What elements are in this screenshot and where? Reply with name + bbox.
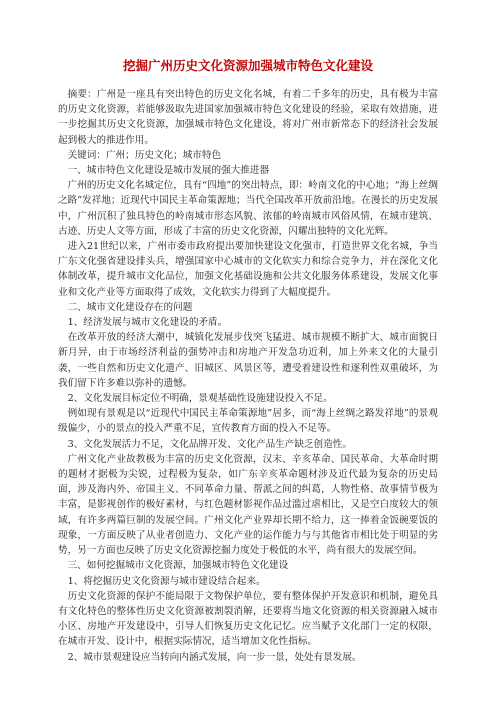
paragraph-1: 广州的历史文化名城定位，具有“四地”的突出特点，即：岭南文化的中心地；“海上丝绸之路”发祥地；近现代中国民主革命策源地；当代全国改革开放前沿地。在漫长的历史发展中，广州沉积了独具特色的岭南城市形态风貌、浓郁的岭南城市风俗风情，在城市建筑、古迹、历史人文等方面，形成了丰富的历史文化资源，闪耀出独特的文化光辉。 [58, 180, 438, 237]
subheading-3-2: 2、城市景观建设应当转向内涵式发展，向一步一景，处处有景发展。 [67, 651, 362, 663]
subheading-2-2: 2、文化发展目标定位不明确，景观基础性设施建设投入不足。 [67, 393, 333, 405]
paragraph-6: 历史文化资源的保护不能局限于文物保护单位，要有整体保护开发意识和机制，避免具有文化特色的整体性历史文化资源被割裂消解，还要将当地文化资源的相关资源融入城市小区、房地产开发建设中，引导人们恢复历史文化记忆。应当赋予文化部门一定的权限，在城市开发、设计中，根据实际情况，适当增加文化性指标。 [58, 590, 438, 648]
abstract: 摘要：广州是一座具有突出特色的历史文化名城，有着二千多年的历史，具有极为丰富的历史文化资源，若能够汲取先进国家加强城市特色文化建设的经验，采取有效措施，进一步挖掘其历史文化资源，加强城市特色文化建设，将对广州市新常态下的经济社会发展起到极大的推进作用。 [58, 89, 438, 146]
subheading-2-3: 3、文化发展活力不足，文化品牌开发、文化产品生产缺乏创造性。 [67, 438, 352, 450]
keywords: 关键词：广州；历史文化；城市特色 [67, 149, 222, 161]
subheading-2-1: 1、经济发展与城市文化建设的矛盾。 [67, 317, 228, 329]
section-heading-2: 二、城市文化建设存在的问题 [67, 301, 193, 313]
paragraph-2: 进入21世纪以来，广州市委市政府提出要加快建设文化强市，打造世界文化名城，争当广东文化强省建设排头兵，增强国家中心城市的文化软实力和综合竞争力，并在深化文化体制改革，提升城市文化品位，加强文化基础设施和公共文化服务体系建设，发展文化事业和文化产业等方面取得了成效，文化软实力得到了大幅度提升。 [58, 241, 438, 298]
subheading-3-1: 1、将挖掘历史文化资源与城市建设结合起来。 [67, 575, 266, 587]
paragraph-5: 广州文化产业故教极为丰富的历史文化资源，汉末、辛亥革命、国民革命、大革命时期的题材才据极为尖锐，过程极为复杂，如广东辛亥革命题材涉及近代最为复杂的历史局面，涉及海内外、帝国主义、不同革命力量、帮派之间的纠葛，人物性格、故事情节极为丰富，是影视创作的极好素材，与红色题材影视作品过滥过虐相比，又是空白度较大的领域，有许多两篇巨制的发展空间。广州文化产业界却长期不给力，这一捧着金饭碗要饭的现象，一方面反映了从业者创造力、文化产业的运作能力与与其他省市相比处于明显的劣势，另一方面也反映了历史文化资源挖掘力度处于极低的水平，尚有很大的发展空间。 [58, 453, 438, 557]
paragraph-4: 例如现有景观是以“近现代中国民主革命策源地”居多，而“海上丝绸之路发祥地”的景观级偏少，小的景点的投入严重不足，宣传教育方面的投入不足等。 [58, 408, 438, 435]
section-heading-1: 一、城市特色文化建设是城市发展的强大推进器 [67, 165, 270, 177]
paragraph-3: 在改革开放的经济大潮中，城镇化发展步伐突飞猛进、城市规模不断扩大、城市面貌日新月异，由于市场经济利益的强势冲击和房地产开发急功近利，加上外来文化的大量引袭，一些自然和历史文化遗产、旧城区、风景区等，遭受着建设性和逐利性双重破坏，为我们留下许多难以弥补的遗憾。 [58, 332, 438, 389]
section-heading-3: 三、如何挖掘城市文化资源，加强城市特色文化建设 [67, 560, 289, 572]
document-title: 挖掘广州历史文化资源加强城市特色文化建设 [122, 58, 373, 73]
